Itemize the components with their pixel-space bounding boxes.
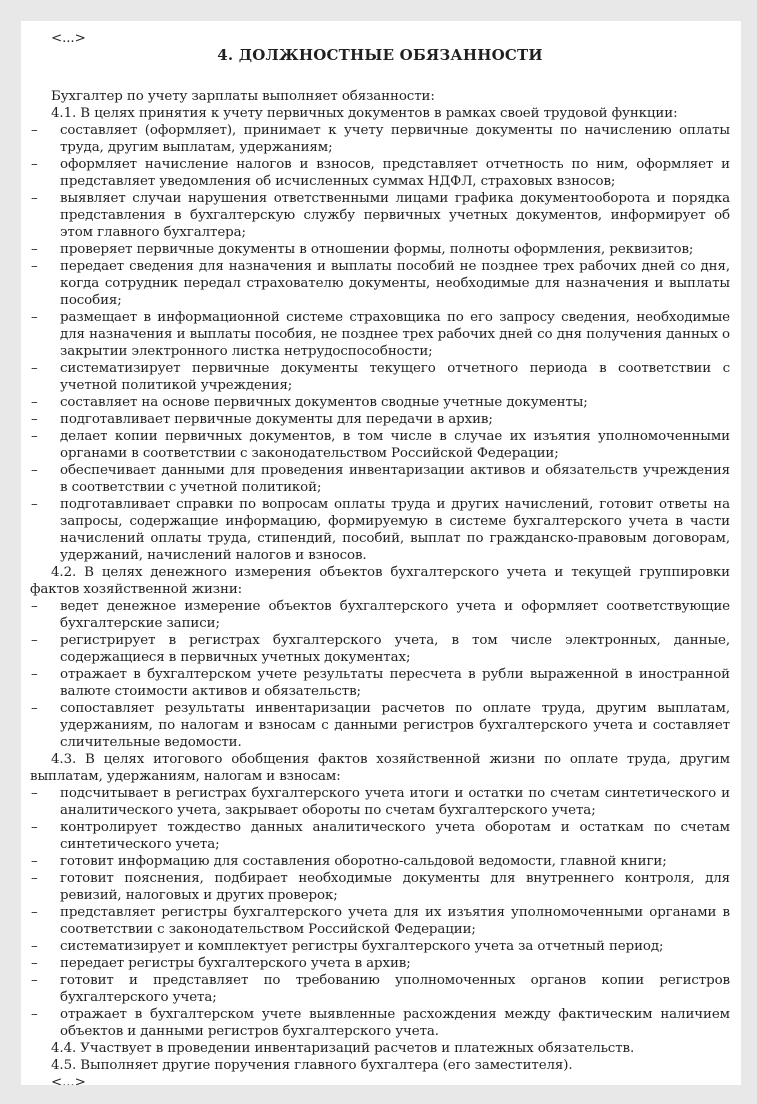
duty-list-item	[30, 122, 730, 156]
duty-list-item	[30, 819, 730, 853]
duty-list-item	[30, 360, 730, 394]
duty-list-item	[30, 870, 730, 904]
duty-list-item	[30, 785, 730, 819]
section-4-3	[30, 751, 730, 1040]
duty-text: контролирует тождество данных аналитического учета оборотам и остаткам по счетам синтетического учета;	[60, 820, 730, 852]
dash-bullet: –	[31, 259, 38, 274]
duty-text: подготавливает первичные документы для передачи в архив;	[60, 412, 493, 427]
duty-text: готовит пояснения, подбирает необходимые документы для внутреннего контроля, для ревизий, налоговых и других проверок;	[60, 871, 730, 903]
duty-text: подсчитывает в регистрах бухгалтерского учета итоги и остатки по счетам синтетического и аналитического учета, закрывает обороты по счетам бухгалтерского учета;	[60, 786, 730, 818]
dash-bullet: –	[31, 599, 38, 614]
duty-list-item	[30, 496, 730, 564]
dash-bullet: –	[31, 242, 38, 257]
duty-text: передает регистры бухгалтерского учета в архив;	[60, 956, 411, 971]
section-4-5-heading: 4.5. Выполняет другие поручения главного бухгалтера (его заместителя).	[51, 1058, 573, 1073]
duty-list-item	[30, 1006, 730, 1040]
omission-marker-top: <...>	[51, 31, 86, 46]
section-4-4-heading: 4.4. Участвует в проведении инвентаризаций расчетов и платежных обязательств.	[51, 1041, 635, 1056]
dash-bullet: –	[31, 463, 38, 478]
duty-list-item	[30, 853, 730, 870]
dash-bullet: –	[31, 429, 38, 444]
duty-text: сопоставляет результаты инвентаризации расчетов по оплате труда, другим выплатам, удержаниям, по налогам и взносам с данными регистров бухгалтерского учета и составляет сличительные ведомости.	[60, 701, 730, 750]
duty-text: систематизирует первичные документы текущего отчетного периода в соответствии с учетной политикой учреждения;	[60, 361, 730, 393]
dash-bullet: –	[31, 786, 38, 801]
dash-bullet: –	[31, 667, 38, 682]
dash-bullet: –	[31, 905, 38, 920]
dash-bullet: –	[31, 854, 38, 869]
section-4-1-heading: 4.1. В целях принятия к учету первичных документов в рамках своей трудовой функции:	[51, 106, 678, 121]
omission-marker-bottom: <...>	[51, 1075, 86, 1085]
duty-list-item	[30, 904, 730, 938]
dash-bullet: –	[31, 1007, 38, 1022]
duty-list-item	[30, 955, 730, 972]
dash-bullet: –	[31, 361, 38, 376]
duty-text: регистрирует в регистрах бухгалтерского учета, в том числе электронных, данные, содержащиеся в первичных учетных документах;	[60, 633, 730, 665]
duty-list-item	[30, 972, 730, 1006]
duty-list-item	[30, 258, 730, 309]
dash-bullet: –	[31, 871, 38, 886]
dash-bullet: –	[31, 701, 38, 716]
dash-bullet: –	[31, 412, 38, 427]
duty-list-item	[30, 598, 730, 632]
duty-text: проверяет первичные документы в отношении формы, полноты оформления, реквизитов;	[60, 242, 694, 257]
duty-text: подготавливает справки по вопросам оплаты труда и других начислений, готовит ответы на запросы, содержащие информацию, формируемую в системе бухгалтерского учета в части начислений оплаты труда, стипендий, пособий, выплат по гражданско-правовым договорам, удержаний, начислений налогов и взносов.	[60, 497, 730, 563]
section-4-2-duty-list	[30, 598, 730, 751]
duty-list-item	[30, 938, 730, 955]
duty-text: составляет (оформляет), принимает к учету первичные документы по начислению оплаты труда, другим выплатам, удержаниям;	[60, 123, 730, 155]
section-4-2-heading: 4.2. В целях денежного измерения объектов бухгалтерского учета и текущей группировки фактов хозяйственной жизни:	[30, 565, 730, 597]
dash-bullet: –	[31, 497, 38, 512]
section-4-3-heading: 4.3. В целях итогового обобщения фактов хозяйственной жизни по оплате труда, другим выплатам, удержаниям, налогам и взносам:	[30, 752, 730, 784]
duty-list-item	[30, 309, 730, 360]
duty-text: делает копии первичных документов, в том числе в случае их изъятия уполномоченными органами в соответствии с законодательством Российской Федерации;	[60, 429, 730, 461]
duty-list-item	[30, 700, 730, 751]
section-4-1-duty-list	[30, 122, 730, 564]
duty-text: обеспечивает данными для проведения инвентаризации активов и обязательств учреждения в соответствии с учетной политикой;	[60, 463, 730, 495]
duty-text: ведет денежное измерение объектов бухгалтерского учета и оформляет соответствующие бухгалтерские записи;	[60, 599, 730, 631]
duty-text: отражает в бухгалтерском учете результаты пересчета в рубли выраженной в иностранной валюте стоимости активов и обязательств;	[60, 667, 730, 699]
section-4-3-duty-list	[30, 785, 730, 1040]
document-title: 4. ДОЛЖНОСТНЫЕ ОБЯЗАННОСТИ	[217, 46, 543, 64]
dash-bullet: –	[31, 633, 38, 648]
dash-bullet: –	[31, 820, 38, 835]
duty-text: оформляет начисление налогов и взносов, представляет отчетность по ним, оформляет и представляет уведомления об исчисленных суммах НДФЛ, страховых взносов;	[60, 157, 730, 189]
duty-list-item	[30, 156, 730, 190]
duty-text: готовит информацию для составления оборотно-сальдовой ведомости, главной книги;	[60, 854, 667, 869]
duty-text: готовит и представляет по требованию уполномоченных органов копии регистров бухгалтерского учета;	[60, 973, 730, 1005]
duty-list-item	[30, 411, 730, 428]
duty-text: систематизирует и комплектует регистры бухгалтерского учета за отчетный период;	[60, 939, 664, 954]
document-page	[21, 21, 741, 1085]
dash-bullet: –	[31, 939, 38, 954]
duty-text: отражает в бухгалтерском учете выявленные расхождения между фактическим наличием объектов и данными регистров бухгалтерского учета.	[60, 1007, 730, 1039]
dash-bullet: –	[31, 157, 38, 172]
duty-list-item	[30, 428, 730, 462]
duty-text: представляет регистры бухгалтерского учета для их изъятия уполномоченными органами в соответствии с законодательством Российской Федерации;	[60, 905, 730, 937]
duty-list-item	[30, 190, 730, 241]
duty-list-item	[30, 241, 730, 258]
section-4-1	[30, 105, 730, 564]
dash-bullet: –	[31, 973, 38, 988]
duty-list-item	[30, 632, 730, 666]
duty-list-item	[30, 666, 730, 700]
duty-list-item	[30, 462, 730, 496]
dash-bullet: –	[31, 395, 38, 410]
duty-text: выявляет случаи нарушения ответственными лицами графика документооборота и порядка представления в бухгалтерскую службу первичных учетных документов, информирует об этом главного бухгалтера;	[60, 191, 730, 240]
dash-bullet: –	[31, 123, 38, 138]
duty-text: составляет на основе первичных документов сводные учетные документы;	[60, 395, 588, 410]
duty-text: передает сведения для назначения и выплаты пособий не позднее трех рабочих дней со дня, когда сотрудник передал страхователю документы, необходимые для назначения и выплаты пособия;	[60, 259, 730, 308]
section-4-4	[30, 1040, 730, 1057]
intro-paragraph: Бухгалтер по учету зарплаты выполняет обязанности:	[51, 89, 435, 104]
duty-list-item	[30, 394, 730, 411]
section-4-5	[30, 1057, 730, 1074]
section-4-2	[30, 564, 730, 751]
duty-text: размещает в информационной системе страховщика по его запросу сведения, необходимые для назначения и выплаты пособия, не позднее трех рабочих дней со дня получения данных о закрытии электронного листка нетрудоспособности;	[60, 310, 730, 359]
dash-bullet: –	[31, 956, 38, 971]
dash-bullet: –	[31, 191, 38, 206]
dash-bullet: –	[31, 310, 38, 325]
